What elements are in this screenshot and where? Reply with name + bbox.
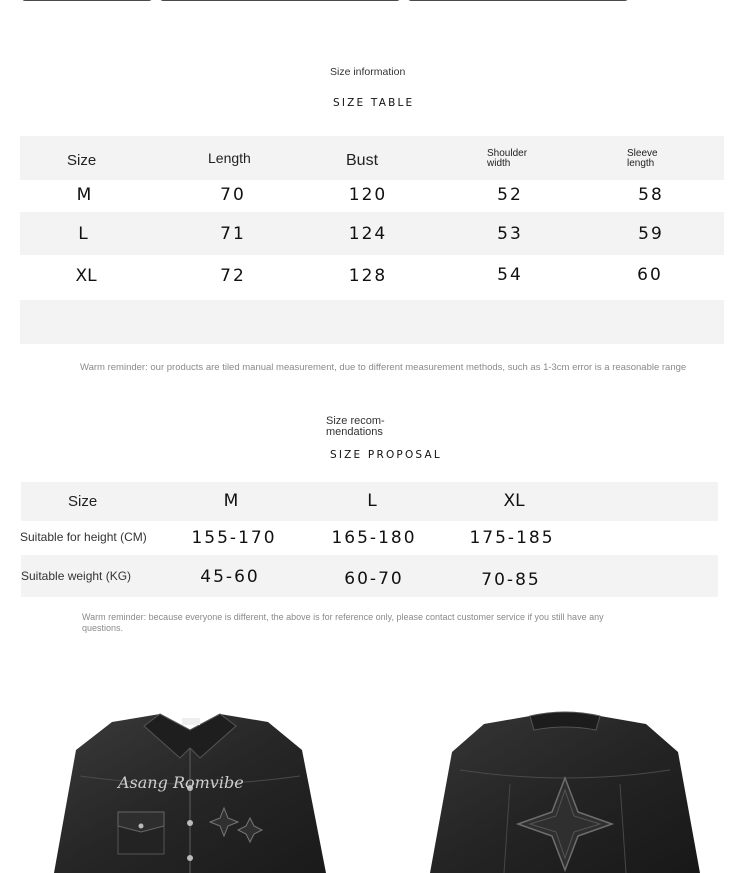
weight-row-label: Suitable weight (KG): [21, 569, 132, 583]
weight-value-xl: 70-85: [481, 570, 541, 590]
shoulder-width-header: Shoulder width: [487, 148, 528, 169]
proposal-size-header: Size: [68, 493, 98, 510]
size-table-reminder: Warm reminder: our products are tiled manual measurement, due to different measurement methods, such as 1-3cm error is a reasonable range: [80, 362, 687, 373]
table-row-size: M: [76, 185, 92, 205]
length-header: Length: [208, 150, 251, 166]
weight-value-l: 60-70: [344, 569, 404, 589]
cropped-top-text: [0, 0, 750, 6]
size-proposal-reminder: Warm reminder: because everyone is different, the above is for reference only, please contact customer service if you still have any questions.: [82, 612, 604, 633]
table-cell-bust: 128: [348, 266, 388, 286]
proposal-size-m: M: [223, 491, 239, 511]
table-cell-bust: 124: [348, 224, 388, 244]
table-cell-sleeve: 58: [638, 185, 664, 205]
weight-value-m: 45-60: [200, 567, 260, 587]
height-row-label: Suitable for height (CM): [20, 530, 147, 544]
height-value-xl: 175-185: [469, 528, 555, 548]
table-cell-bust: 120: [348, 185, 388, 205]
table-row-size: L: [78, 224, 88, 244]
proposal-size-l: L: [367, 491, 377, 511]
jacket-front-image: [40, 700, 340, 873]
table-cell-sleeve: 59: [638, 224, 664, 244]
size-recommendations-caption: Size recom- mendations: [326, 415, 385, 438]
proposal-size-xl: XL: [503, 491, 525, 511]
size-table-title: SIZE TABLE: [333, 97, 415, 109]
height-value-l: 165-180: [331, 528, 417, 548]
sleeve-length-header: Sleeve length: [627, 148, 658, 169]
table-cell-length: 70: [220, 185, 246, 205]
height-value-m: 155-170: [191, 528, 277, 548]
table-cell-shoulder: 54: [497, 265, 523, 285]
table-row-size: XL: [75, 266, 97, 286]
table-cell-shoulder: 52: [497, 185, 523, 205]
embroidery-text: Asang Romvibe: [118, 773, 244, 792]
jacket-back-image: [420, 700, 710, 873]
size-proposal-title: SIZE PROPOSAL: [330, 449, 442, 461]
bust-header: Bust: [346, 152, 379, 169]
table-cell-length: 72: [220, 266, 246, 286]
size-header: Size: [67, 152, 97, 169]
table-cell-length: 71: [220, 224, 246, 244]
table-cell-shoulder: 53: [497, 224, 523, 244]
table-cell-sleeve: 60: [637, 265, 663, 285]
size-information-caption: Size information: [330, 66, 406, 78]
size-table-empty-band: [20, 300, 724, 344]
